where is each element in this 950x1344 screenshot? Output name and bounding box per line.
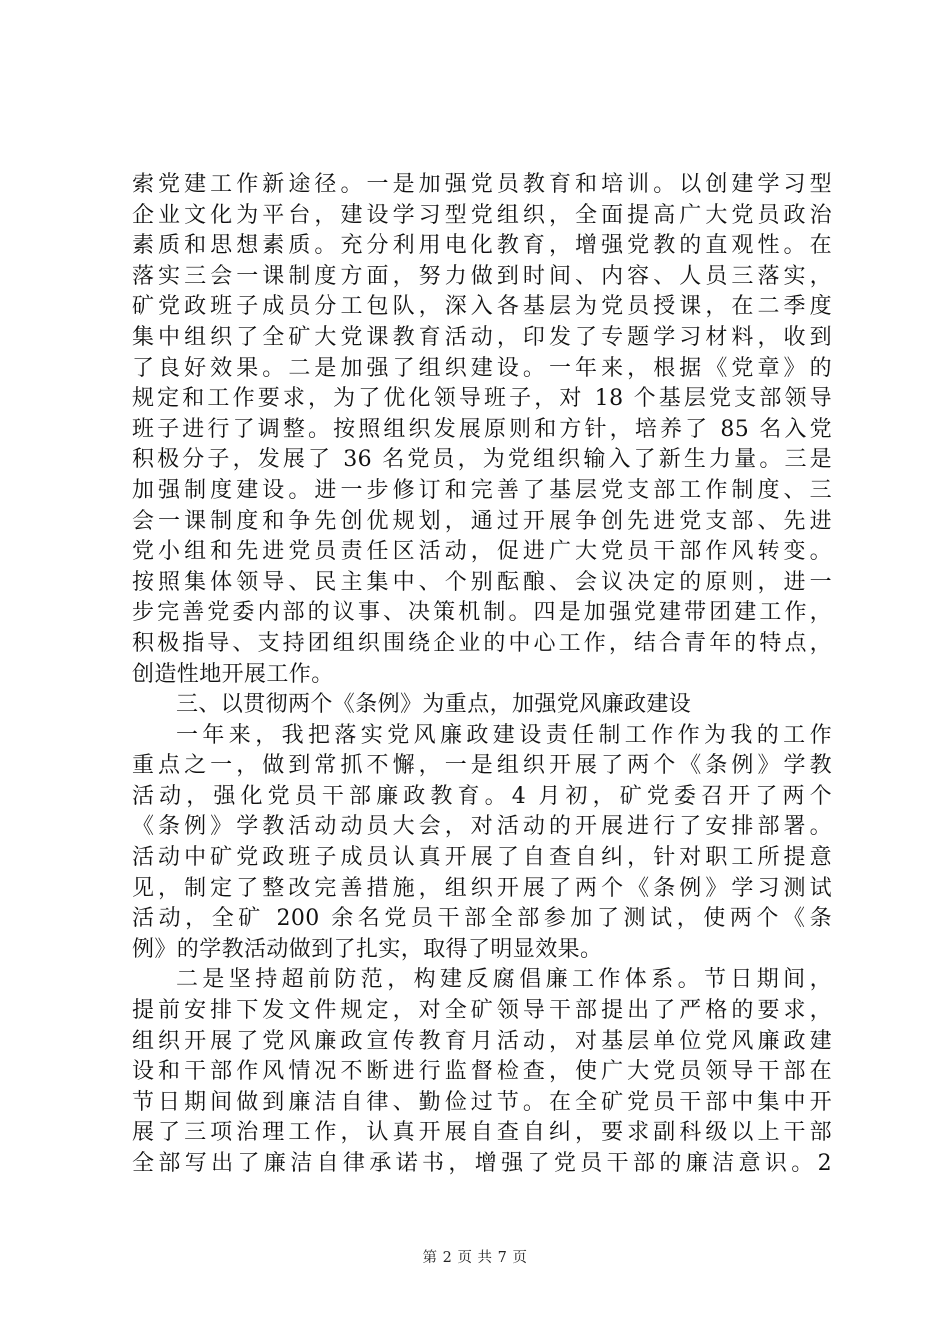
text-line: 按照集体领导、民主集中、个别酝酿、会议决定的原则，进一 — [132, 569, 832, 595]
text-line: 步完善党委内部的议事、决策机制。四是加强党建带团建工作， — [132, 600, 832, 626]
text-line: 例》的学教活动做到了扎实，取得了明显效果。 — [132, 936, 603, 962]
text-line: 一年来，我把落实党风廉政建设责任制工作作为我的工作 — [176, 722, 832, 748]
text-line: 矿党政班子成员分工包队，深入各基层为党员授课，在二季度 — [132, 294, 832, 320]
document-body — [132, 170, 832, 1180]
text-line: 二是坚持超前防范，构建反腐倡廉工作体系。节日期间， — [176, 967, 832, 993]
text-line: 三、以贯彻两个《条例》为重点，加强党风廉政建设 — [176, 692, 692, 718]
text-line: 活动，全矿 200 余名党员干部全部参加了测试，使两个《条 — [132, 906, 832, 932]
text-line: 积极指导、支持团组织围绕企业的中心工作，结合青年的特点， — [132, 630, 832, 656]
text-line: 提前安排下发文件规定，对全矿领导干部提出了严格的要求， — [132, 998, 832, 1024]
text-line: 集中组织了全矿大党课教育活动，印发了专题学习材料，收到 — [132, 324, 832, 350]
text-line: 展了三项治理工作，认真开展自查自纠，要求副科级以上干部 — [132, 1120, 832, 1146]
text-line: 重点之一，做到常抓不懈，一是组织开展了两个《条例》学教 — [132, 753, 832, 779]
page-number-footer: 第 2 页 共 7 页 — [422, 1250, 528, 1266]
text-line: 全部写出了廉洁自律承诺书，增强了党员干部的廉洁意识。2 — [132, 1151, 832, 1176]
text-line: 活动中矿党政班子成员认真开展了自查自纠，针对职工所提意 — [132, 845, 832, 871]
text-line: 党小组和先进党员责任区活动，促进广大党员干部作风转变。 — [132, 539, 832, 565]
text-line: 活动，强化党员干部廉政教育。4 月初，矿党委召开了两个 — [132, 783, 832, 809]
text-line: 班子进行了调整。按照组织发展原则和方针，培养了 85 名入党 — [132, 416, 832, 442]
text-line: 节日期间做到廉洁自律、勤俭过节。在全矿党员干部中集中开 — [132, 1089, 832, 1115]
text-line: 了良好效果。二是加强了组织建设。一年来，根据《党章》的 — [132, 355, 832, 381]
text-line: 企业文化为平台，建设学习型党组织，全面提高广大党员政治 — [132, 202, 832, 228]
text-line: 索党建工作新途径。一是加强党员教育和培训。以创建学习型 — [132, 172, 832, 197]
text-line: 素质和思想素质。充分利用电化教育，增强党教的直观性。在 — [132, 233, 832, 259]
text-line: 积极分子，发展了 36 名党员，为党组织输入了新生力量。三是 — [132, 447, 832, 473]
text-line: 组织开展了党风廉政宣传教育月活动，对基层单位党风廉政建 — [132, 1028, 832, 1054]
text-line: 规定和工作要求，为了优化领导班子，对 18 个基层党支部领导 — [132, 386, 832, 412]
text-line: 设和干部作风情况不断进行监督检查，使广大党员领导干部在 — [132, 1059, 832, 1085]
text-line: 会一课制度和争先创优规划，通过开展争创先进党支部、先进 — [132, 508, 832, 534]
text-line: 创造性地开展工作。 — [132, 661, 334, 687]
text-line: 《条例》学教活动动员大会，对活动的开展进行了安排部署。 — [132, 814, 832, 840]
text-line: 落实三会一课制度方面，努力做到时间、内容、人员三落实， — [132, 263, 832, 289]
text-line: 见，制定了整改完善措施，组织开展了两个《条例》学习测试 — [132, 875, 832, 901]
text-line: 加强制度建设。进一步修订和完善了基层党支部工作制度、三 — [132, 477, 832, 503]
